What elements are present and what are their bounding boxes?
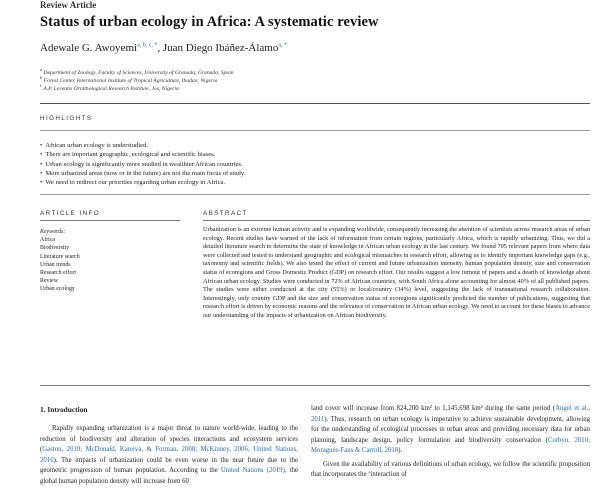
highlights-heading: HIGHLIGHTS <box>40 115 93 122</box>
highlight-item: • There are important geographic, ecological and scientific biases. <box>40 150 580 159</box>
keyword: Urban trends <box>40 261 71 268</box>
intro-text: Rapidly expanding urbanization is a major threat to nature world-wide, leading to the reduction of biodiversity and alteration of species interactions and ecosystem services ( <box>40 425 298 453</box>
intro-left-column <box>40 424 298 487</box>
citation-link[interactable]: Angel et al., 2011 <box>311 405 590 423</box>
article-type-label: Review Article <box>40 0 97 10</box>
highlights-list <box>40 141 580 187</box>
highlights-divider <box>40 130 590 131</box>
affiliation-text: Forest Center, International Institute of Tropical Agriculture, Ibadan, Nigeria <box>43 77 218 84</box>
keywords-label: Keywords: <box>40 229 66 235</box>
affiliation-mark: a <box>40 67 42 72</box>
highlight-item: • Urban ecology is significantly more studied in wealthier African countries. <box>40 160 580 169</box>
highlight-item: • We need to redirect our priorities regarding urban ecology in Africa. <box>40 178 580 187</box>
highlights-bottom-divider <box>40 194 590 195</box>
abstract-divider <box>203 220 590 221</box>
abstract-heading: ABSTRACT <box>203 210 248 217</box>
intro-paragraph: Given the availability of various definitions of urban ecology, we follow the scientific proposition that incorporates the ‘interaction of <box>311 460 590 478</box>
intro-right-column <box>311 404 590 481</box>
highlight-item: • More urbanized areas (now or in the future) are not the main focus of study. <box>40 169 580 178</box>
highlight-item: • African urban ecology is understudied. <box>40 141 580 150</box>
author-name[interactable]: Juan Diego Ibáñez-Álamo <box>162 42 279 54</box>
intro-text: ). Thus, research on urban ecology is imperative to achieve sustainable development, allowing for the understanding of ecological processes in urban areas and providing necessary data for urban planning, landscape design, policy formulation and biodiversity conservation ( <box>311 415 590 444</box>
citation-link[interactable]: United Nations (2019) <box>220 467 285 474</box>
citation-link[interactable]: Gaston, 2010; McDonald, Kareiva, & Forman, 2008; McKinney, 2006; United Nations, 2016 <box>40 446 298 464</box>
author-affiliation-marks[interactable]: a, * <box>278 42 288 49</box>
keyword: Urban ecology <box>40 286 75 293</box>
keyword: Africa <box>40 237 56 244</box>
intro-text: land cover will increase from 824,200 km² to 1,145,698 km² during the same period ( <box>311 405 556 412</box>
affiliation-mark: b <box>40 75 43 80</box>
intro-text: ). The impacts of urbanization could be even worse in the near future due to the geometric progression of human population. According to the <box>40 456 298 474</box>
author-affiliation-marks[interactable]: a, b, c, * <box>137 42 158 49</box>
header-divider <box>40 103 590 104</box>
author-separator: , <box>157 42 161 54</box>
keyword: Research effort <box>40 270 77 277</box>
abstract-bottom-divider <box>40 385 590 386</box>
affiliation <box>40 82 179 93</box>
section-heading-introduction: 1. Introduction <box>40 405 88 414</box>
keyword: Biodiversity <box>40 245 70 252</box>
keyword: Literature search <box>40 253 80 260</box>
citation-link[interactable]: Corbyn, 2010; Moragues-Faus & Carroll, 2018 <box>311 436 590 454</box>
keyword: Review <box>40 278 58 285</box>
author-name[interactable]: Adewale G. Awoyemi <box>40 42 138 54</box>
abstract-text: Urbanization is an extreme human activity and is expanding worldwide, consequently increasing the attention of scientists across research areas of urban ecology. Recent studies have warned of the lack of information from certain regions, particularly Africa, which is rapidly urbanizing. Thus, we did a detailed literature search to determine the state of knowledge in African urban ecology in the last century. We found 795 relevant papers from where data were collected and tested to understand geographic and ecological mismatches in research effort, allowing us to identify important knowledge gaps (e.g., taxonomy and scientific fields). We also tested the effect of current and future urbanization intensity, human population density, size and conservation status of ecoregions and Gross Domestic Product (GDP) on research effort. Our results suggest a low turnout of papers and a dearth of knowledge about African urban ecology. Studies were conducted in 72% of African countries, with South Africa alone accounting for almost 40% of all published papers. The studies were either conducted at the city (55%) or local/country (34%) level, suggesting the lack of transnational research collaboration. Interestingly, only country GDP and the size and conservation status of ecoregions significantly predicted the number of publications, suggesting that research effort is driven by economic reasons and the relevance of conservation in African urban ecology. We need to account for these biases to advance our understanding of the impacts of urbanization on African biodiversity. <box>203 226 590 319</box>
affiliation-text: Department of Zoology, Faculty of Sciences, University of Granada, Granada, Spain <box>43 69 234 76</box>
affiliation-mark: c <box>40 83 42 88</box>
author-list <box>40 42 287 54</box>
paper-title: Status of urban ecology in Africa: A systematic review <box>40 14 379 30</box>
keywords-block <box>40 228 170 294</box>
intro-paragraph <box>311 404 590 457</box>
intro-text: , the global human population density will increase from 60 <box>40 467 298 485</box>
intro-text: ). <box>398 447 403 454</box>
article-info-heading: ARTICLE INFO <box>40 210 101 217</box>
affiliation-text: A.P. Leventis Ornithological Research Institute, Jos, Nigeria <box>43 85 179 92</box>
article-info-divider <box>40 220 180 221</box>
